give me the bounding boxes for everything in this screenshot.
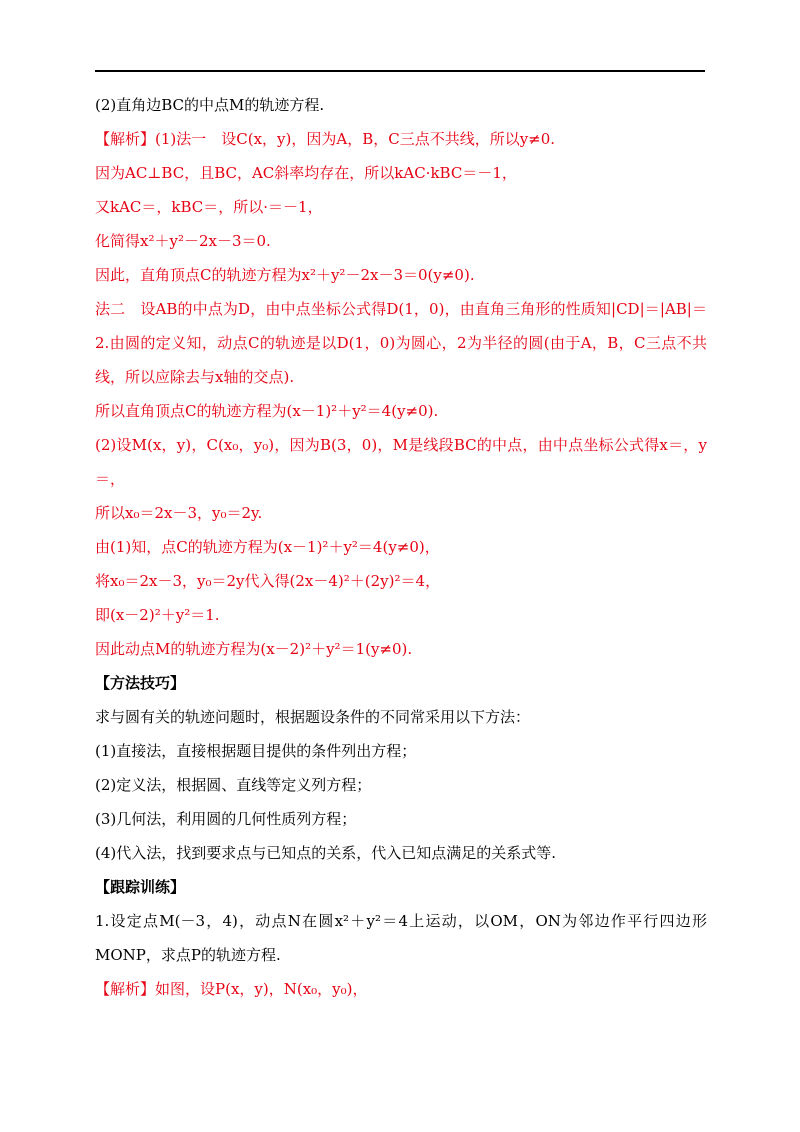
header-rule: [95, 70, 705, 72]
tips-line: (2)定义法，根据圆、直线等定义列方程；: [95, 776, 372, 794]
question-part-2: (2)直角边BC的中点M的轨迹方程.: [95, 96, 325, 114]
solution-line: 由(1)知，点C的轨迹方程为(x－1)²＋y²＝4(y≠0)，: [95, 538, 440, 556]
tips-line: (4)代入法，找到要求点与已知点的关系，代入已知点满足的关系式等.: [95, 844, 557, 862]
tips-line: (3)几何法，利用圆的几何性质列方程；: [95, 810, 357, 828]
document-body: [95, 88, 707, 1006]
method-tips-heading: 【方法技巧】: [95, 674, 186, 692]
solution-line: 即(x－2)²＋y²＝1.: [95, 606, 220, 624]
solution-line: 所以x₀＝2x－3，y₀＝2y.: [95, 504, 263, 522]
solution-line: 因此动点M的轨迹方程为(x－2)²＋y²＝1(y≠0).: [95, 640, 413, 658]
solution-line: 【解析】(1)法一 设C(x，y)，因为A，B，C三点不共线，所以y≠0.: [95, 130, 556, 148]
solution-line: 因为AC⊥BC，且BC，AC斜率均存在，所以kAC·kBC＝－1，: [95, 164, 517, 182]
solution-line: 化简得x²＋y²－2x－3＝0.: [95, 232, 271, 250]
solution-line: 又kAC＝，kBC＝，所以·＝－1，: [95, 198, 323, 216]
training-question: 1.设定点M(－3，4)，动点N在圆x²＋y²＝4上运动，以OM，ON为邻边作平行四边形MONP，求点P的轨迹方程.: [95, 912, 707, 964]
training-heading: 【跟踪训练】: [95, 878, 186, 896]
solution-paragraph-part-2: (2)设M(x，y)，C(x₀，y₀)，因为B(3，0)，M是线段BC的中点，由中点坐标公式得x＝，y＝，: [95, 436, 707, 488]
solution-paragraph-method-2: 法二 设AB的中点为D，由中点坐标公式得D(1，0)，由直角三角形的性质知|CD|＝|AB|＝2.由圆的定义知，动点C的轨迹是以D(1，0)为圆心，2为半径的圆(由于A，B，C三点不共线，所以应除去与x轴的交点).: [95, 300, 707, 386]
tips-line: (1)直接法，直接根据题目提供的条件列出方程；: [95, 742, 417, 760]
solution-line: 所以直角顶点C的轨迹方程为(x－1)²＋y²＝4(y≠0).: [95, 402, 439, 420]
training-solution-line: 【解析】如图，设P(x，y)，N(x₀，y₀)，: [95, 980, 368, 998]
tips-line: 求与圆有关的轨迹问题时，根据题设条件的不同常采用以下方法：: [95, 708, 531, 726]
solution-line: 因此，直角顶点C的轨迹方程为x²＋y²－2x－3＝0(y≠0).: [95, 266, 475, 284]
solution-line: 将x₀＝2x－3，y₀＝2y代入得(2x－4)²＋(2y)²＝4，: [95, 572, 441, 590]
